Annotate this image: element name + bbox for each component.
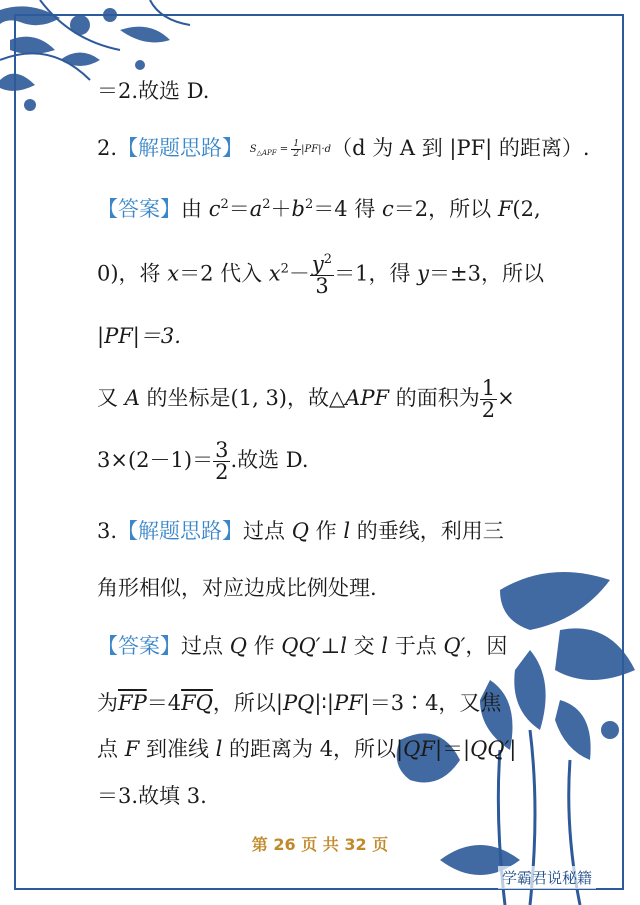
text: 由 [181,197,209,221]
frac-den: 2 [293,149,300,159]
text: .故选 D. [230,448,309,472]
text: ＝1，得 [334,261,418,286]
frac-den: 2 [481,398,496,422]
answer-tag: 【答案】 [97,634,181,658]
var: x [167,261,180,286]
text: 又 [97,386,125,410]
text: ＝±3，所以 [429,261,544,286]
vector: $\overline{FP}$ [118,691,147,715]
var: l [340,634,347,658]
text: ＝2 代入 [179,261,269,286]
text: 3×(2－1)＝ [97,448,214,472]
text: ＝4 得 [313,197,382,221]
text: － [288,261,310,286]
source-watermark: 学霸君说秘籍 [498,866,596,889]
text: |＝3∶4，又焦 [362,691,502,715]
text: 过点 [243,519,292,543]
var: l [343,519,351,543]
section-tag: 【解题思路】 [117,136,244,160]
text-line-5 [97,320,181,350]
var: c [382,197,394,221]
text: 到准线 [139,737,216,761]
text-line-10 [97,630,507,660]
text: × [497,386,515,410]
vector: $\overline{FQ}$ [181,691,213,715]
text-line-6 [97,378,515,421]
text: 交 [346,634,382,658]
text: | [509,737,517,761]
text: 的坐标是(1, 3)，故△ [139,386,346,410]
formula-note: （d 为 A 到 |PF| 的距离）. [331,136,590,160]
answer-tag: 【答案】 [97,197,181,221]
text: 作 [246,634,282,658]
var: Q [229,634,247,658]
var: c [208,197,221,221]
frac-den: 3 [315,274,329,298]
text: ＝4 [146,691,182,715]
area-formula [249,139,332,159]
var: x [268,261,281,286]
frac-num: 3 [215,438,229,462]
item-number: 2. [97,136,118,160]
item-number: 3. [97,519,118,543]
formula-sub: △APF [256,149,277,157]
var: QF [403,737,435,761]
text: 的垂线，利用三 [350,519,504,543]
formula-eq: = [276,144,292,155]
text-line-7 [97,440,309,483]
var: PQ [282,691,315,715]
var: A [124,386,140,410]
page-number-footer: 第 26 页 共 32 页 [251,835,389,854]
var: QQ′ [281,634,321,658]
text: ＝2，所以 [393,197,498,221]
text: ，因 [465,634,508,658]
formula-rest: |PF|·d [301,144,332,155]
text-line-9 [97,572,377,602]
text-line-8 [97,515,504,545]
text-line-1 [97,75,209,105]
var: F [124,737,140,761]
var: l [381,634,389,658]
text: |PF|＝3. [97,324,181,348]
var: a [249,197,263,221]
text-line-13 [97,780,207,810]
text-line-12 [97,733,516,763]
var: PF [333,691,363,715]
text: 的面积为 [389,386,480,410]
var: QQ′ [470,737,510,761]
text: ＝ [228,197,250,221]
frac-num: 1 [293,139,300,149]
text: ＝3.故填 3. [97,784,207,808]
text: 角形相似，对应边成比例处理. [97,576,377,600]
var: Q′ [443,634,466,658]
frac-num: y [311,252,324,276]
var: APF [345,386,390,410]
text: 于点 [388,634,444,658]
text: 0)，将 [97,261,168,286]
frac-den: 2 [215,460,229,484]
text: 作 [308,519,344,543]
text-line-2 [97,132,590,162]
var: b [291,197,305,221]
text: ⊥ [320,634,341,658]
var: l [215,737,223,761]
text: |∶| [314,691,334,715]
text: 点 [97,737,125,761]
text: 为 [97,691,118,715]
text: 过点 [181,634,230,658]
text: 的距离为 4，所以| [222,737,404,761]
section-tag: 【解题思路】 [117,519,244,543]
text: (2, [512,197,541,221]
text: ＋ [270,197,292,221]
text: ，所以| [212,691,283,715]
frac-num: 1 [481,376,496,400]
text: |＝| [434,737,471,761]
text: ＝2.故选 D. [97,79,210,103]
var: F [497,197,513,221]
text-line-11 [97,687,501,717]
formula-s: S [249,144,257,155]
var: Q [291,519,309,543]
text-line-4: 0)，将 x＝2 代入 $x^2-$ $\frac{y^2}{3}$ ＝1，得 y＝±3，所以 [97,252,544,298]
text-line-3: 【答案】由 $c^2=a^2+b^2=4$ 得 c＝2，所以 F(2, [97,197,541,221]
var: y [417,261,429,286]
